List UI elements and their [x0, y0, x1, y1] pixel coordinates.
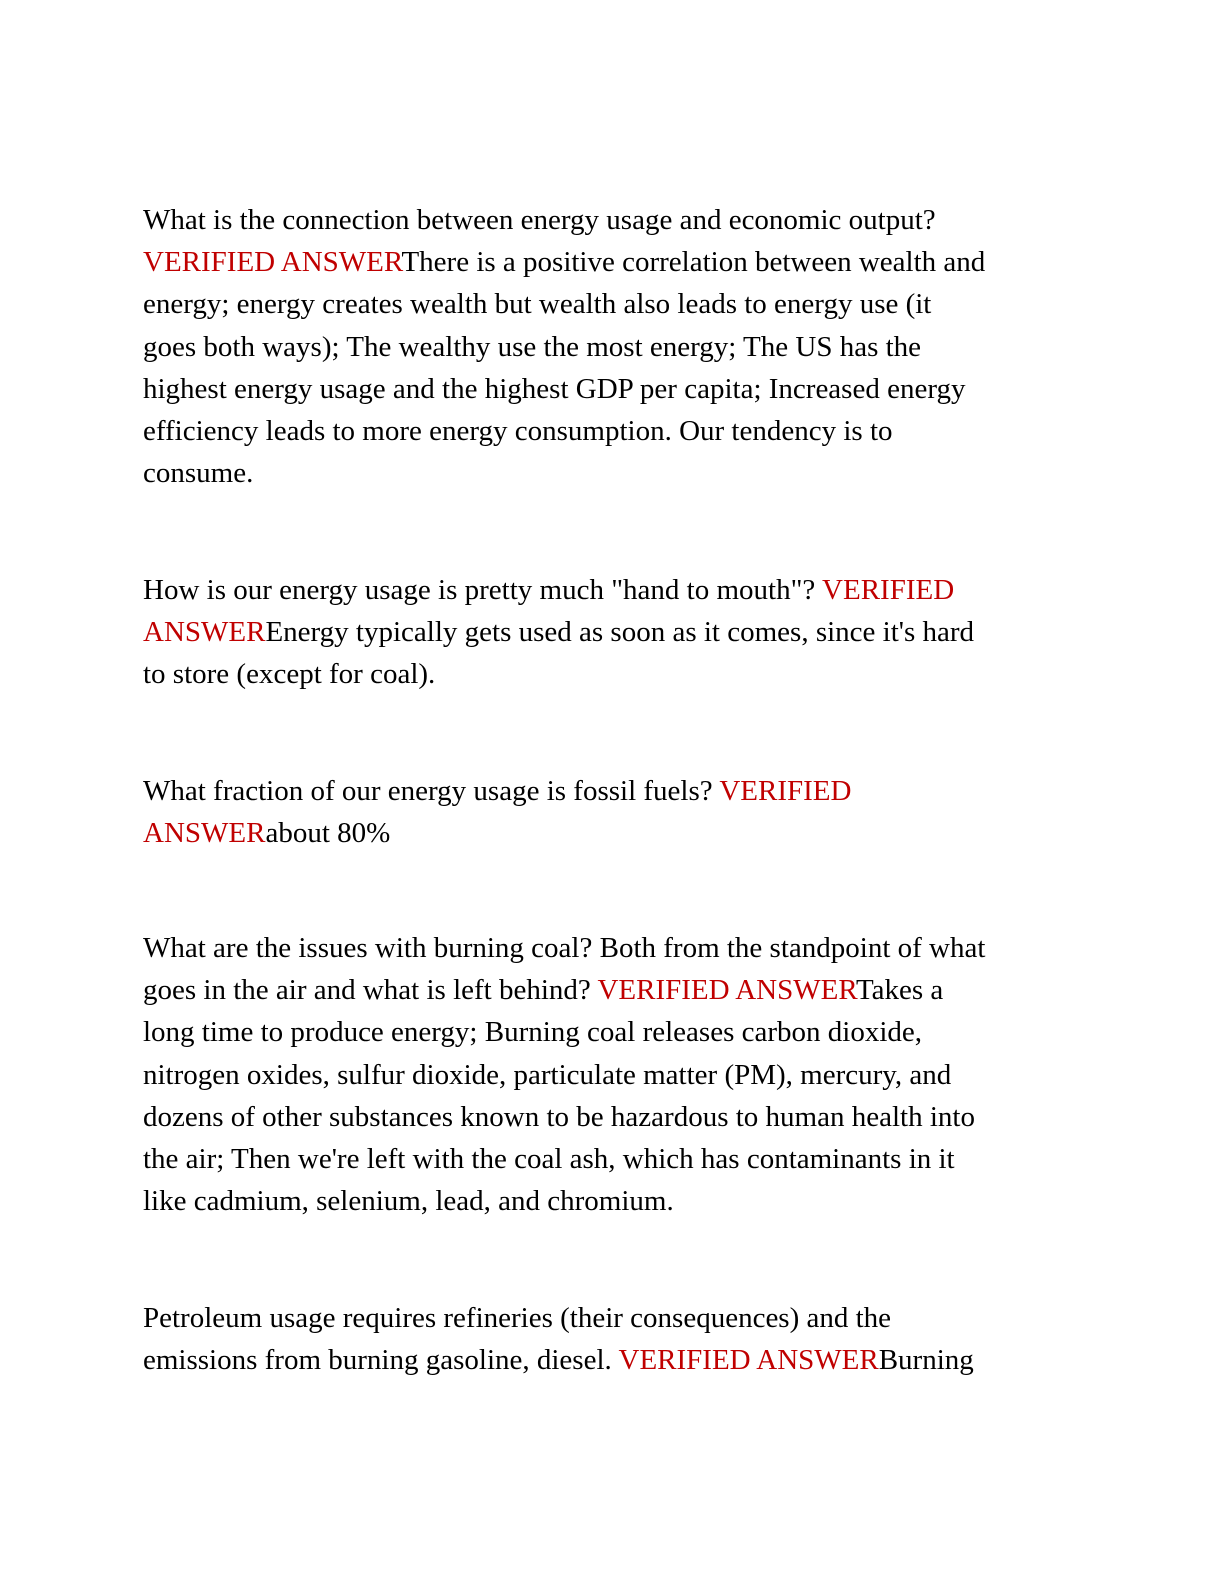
text-line [143, 812, 851, 854]
text-segment: consume. [143, 457, 254, 490]
text-segment: dozens of other substances known to be hazardous to human health into [143, 1100, 975, 1133]
text-segment: Burning [878, 1344, 974, 1377]
text-segment: to store (except for coal). [143, 658, 436, 691]
text-line [143, 653, 974, 695]
text-segment: efficiency leads to more energy consumption. Our tendency is to [143, 415, 893, 448]
verified-answer-label: VERIFIED ANSWER [143, 246, 402, 279]
verified-answer-label: VERIFIED ANSWER [618, 1344, 879, 1377]
qa-paragraph-4 [143, 927, 985, 1222]
text-segment: long time to produce energy; Burning coal releases carbon dioxide, [143, 1016, 923, 1049]
text-line [143, 283, 985, 325]
text-segment: What are the issues with burning coal? Both from the standpoint of what [143, 932, 986, 964]
text-segment: How is our energy usage is pretty much "hand to mouth"? [143, 574, 823, 606]
text-segment: What is the connection between energy usage and economic output? [143, 204, 936, 236]
text-line [143, 326, 985, 368]
text-segment: like cadmium, selenium, lead, and chromium. [143, 1185, 674, 1218]
text-segment: the air; Then we're left with the coal ash, which has contaminants in it [143, 1143, 955, 1176]
qa-paragraph-1 [143, 199, 985, 494]
verified-answer-label: VERIFIED [822, 574, 955, 606]
verified-answer-label: ANSWER [143, 616, 266, 649]
text-line [143, 452, 985, 494]
text-line [143, 1180, 985, 1222]
text-segment: There is a positive correlation between wealth and [401, 246, 986, 279]
text-line [143, 199, 985, 241]
text-segment: nitrogen oxides, sulfur dioxide, particulate matter (PM), mercury, and [143, 1058, 952, 1091]
text-line [143, 1339, 974, 1381]
text-line [143, 1297, 974, 1339]
text-line [143, 241, 985, 283]
text-segment: Takes a [855, 974, 944, 1007]
verified-answer-label: ANSWER [143, 817, 266, 850]
text-line [143, 969, 985, 1011]
qa-paragraph-5 [143, 1297, 974, 1381]
verified-answer-label: VERIFIED ANSWER [597, 974, 856, 1007]
text-segment: about 80% [265, 817, 391, 850]
text-segment: What fraction of our energy usage is fossil fuels? [143, 775, 720, 807]
text-line [143, 611, 974, 653]
text-segment: highest energy usage and the highest GDP per capita; Increased energy [143, 372, 966, 405]
text-line [143, 1054, 985, 1096]
text-line [143, 770, 851, 812]
text-line [143, 569, 974, 611]
text-line [143, 1096, 985, 1138]
text-segment: Energy typically gets used as soon as it comes, since it's hard [265, 616, 975, 649]
text-segment: energy; energy creates wealth but wealth also leads to energy use (it [143, 288, 932, 321]
text-line [143, 927, 985, 969]
verified-answer-label: VERIFIED [719, 775, 852, 807]
text-segment: goes in the air and what is left behind? [143, 974, 598, 1007]
qa-paragraph-3 [143, 770, 851, 854]
text-segment: Petroleum usage requires refineries (their consequences) and the [143, 1302, 892, 1334]
text-line [143, 368, 985, 410]
text-line [143, 1138, 985, 1180]
qa-paragraph-2 [143, 569, 974, 696]
text-line [143, 1011, 985, 1053]
text-segment: goes both ways); The wealthy use the most energy; The US has the [143, 330, 922, 363]
text-segment: emissions from burning gasoline, diesel. [143, 1344, 619, 1377]
text-line [143, 410, 985, 452]
